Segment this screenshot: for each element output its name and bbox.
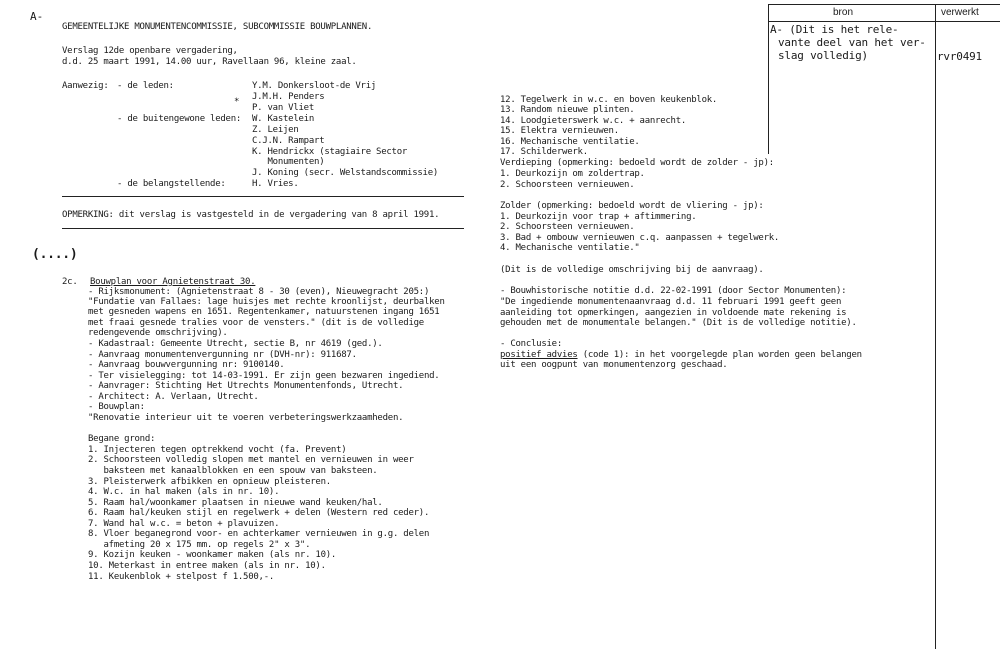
detail-line: "Fundatie van Fallaes: lage huisjes met rechte kroonlijst, deurbalken — [88, 297, 445, 307]
member-name: Monumenten) — [252, 157, 325, 167]
history-line: gehouden met de monumentale belangen." (Dit is de volledige notitie). — [500, 318, 857, 328]
table-left-border — [768, 4, 769, 154]
list-item: 5. Raam hal/woonkamer plaatsen in nieuwe wand keuken/hal. — [88, 498, 383, 508]
remark-line: OPMERKING: dit verslag is vastgesteld in de vergadering van 8 april 1991. — [62, 210, 440, 220]
item-number: 2c. — [62, 277, 78, 287]
list-item: 4. W.c. in hal maken (als in nr. 10). — [88, 487, 280, 497]
list-item: 1. Deurkozijn om zoldertrap. — [500, 169, 645, 179]
member-name: Z. Leijen — [252, 125, 299, 135]
conclusion-label: - Conclusie: — [500, 339, 563, 349]
conclusion-text: (code 1): in het voorgelegde plan worden geen belangen — [577, 350, 862, 360]
bron-header: bron — [833, 7, 854, 18]
member-name: H. Vries. — [252, 179, 299, 189]
detail-line: met fraai gesnede tralies voor de vensters." (dit is de volledige — [88, 318, 424, 328]
full-description-note: (Dit is de volledige omschrijving bij de aanvraag). — [500, 265, 764, 275]
page-marker: A- — [30, 10, 44, 23]
bron-line: slag volledig) — [778, 49, 868, 62]
list-item: 12. Tegelwerk in w.c. en boven keukenblok. — [500, 95, 718, 105]
list-item: 3. Bad + ombouw vernieuwen c.q. aanpassen + tegelwerk. — [500, 233, 780, 243]
bron-line: A- (Dit is het rele- — [770, 23, 899, 36]
list-item: 9. Kozijn keuken - woonkamer maken (als nr. 10). — [88, 550, 337, 560]
list-item: 2. Schoorsteen volledig slopen met mantel en vernieuwen in weer — [88, 455, 414, 465]
member-name: C.J.N. Rampart — [252, 136, 325, 146]
list-item: 14. Loodgieterswerk w.c. + aanrecht. — [500, 116, 687, 126]
list-item: 3. Pleisterwerk afbikken en opnieuw pleisteren. — [88, 477, 331, 487]
list-item: 2. Schoorsteen vernieuwen. — [500, 222, 635, 232]
history-line: aanleiding tot opmerkingen, aangezien in voldoende mate rekening is — [500, 308, 847, 318]
bron-line: vante deel van het ver- — [778, 36, 926, 49]
list-item: 2. Schoorsteen vernieuwen. — [500, 180, 635, 190]
omission-marker: (....) — [32, 247, 78, 262]
floor-label: Verdieping (opmerking: bedoeld wordt de zolder - jp): — [500, 158, 774, 168]
detail-line: met gesneden wapens en 1651. Regentenkamer, natuurstenen ingang 1651 — [88, 307, 440, 317]
list-item: 13. Random nieuwe plinten. — [500, 105, 635, 115]
conclusion-line-2: uit een oogpunt van monumentenzorg geschaad. — [500, 360, 728, 370]
present-label: Aanwezig: — [62, 81, 109, 91]
list-item: 16. Mechanische ventilatie. — [500, 137, 640, 147]
extra-members-label: - de buitengewone leden: — [117, 114, 242, 124]
history-label: - Bouwhistorische notitie d.d. 22-02-1991 (door Sector Monumenten): — [500, 286, 847, 296]
detail-line: - Kadastraal: Gemeente Utrecht, sectie B, nr 4619 (ged.). — [88, 339, 383, 349]
table-column-divider — [935, 4, 936, 649]
member-name: P. van Vliet — [252, 103, 315, 113]
conclusion-verdict: positief advies — [500, 350, 578, 360]
detail-line: - Rijksmonument: (Agnietenstraat 8 - 30 (even), Nieuwegracht 205:) — [88, 287, 430, 297]
table-top-border — [768, 4, 1000, 5]
list-item: baksteen met kanaalblokken en een spouw van baksteen. — [88, 466, 378, 476]
history-line: "De ingediende monumentenaanvraag d.d. 11 februari 1991 geeft geen — [500, 297, 842, 307]
list-item: 7. Wand hal w.c. = beton + plavuizen. — [88, 519, 280, 529]
divider-top — [62, 196, 464, 197]
member-name: J. Koning (secr. Welstandscommissie) — [252, 168, 439, 178]
detail-line: - Ter visielegging: tot 14-03-1991. Er zijn geen bezwaren ingediend. — [88, 371, 440, 381]
list-item: 15. Elektra vernieuwen. — [500, 126, 619, 136]
list-item: 1. Deurkozijn voor trap + aftimmering. — [500, 212, 697, 222]
detail-line: - Bouwplan: — [88, 402, 145, 412]
detail-line: "Renovatie interieur uit te voeren verbeteringswerkzaamheden. — [88, 413, 404, 423]
date-line: d.d. 25 maart 1991, 14.00 uur, Ravellaan 96, kleine zaal. — [62, 57, 357, 67]
list-item: 1. Injecteren tegen optrekkend vocht (fa. Prevent) — [88, 445, 347, 455]
attic-label: Zolder (opmerking: bedoeld wordt de vliering - jp): — [500, 201, 764, 211]
list-item: 10. Meterkast in entree maken (als in nr. 10). — [88, 561, 326, 571]
list-item: 4. Mechanische ventilatie." — [500, 243, 640, 253]
member-name: K. Hendrickx (stagiaire Sector — [252, 147, 408, 157]
list-item: afmeting 20 x 175 mm. op regels 2" x 3". — [88, 540, 311, 550]
member-name: J.M.H. Penders — [252, 92, 325, 102]
list-item: 17. Schilderwerk. — [500, 147, 588, 157]
verwerkt-code: rvr0491 — [937, 50, 982, 63]
detail-line: redengevende omschrijving). — [88, 328, 228, 338]
verwerkt-header: verwerkt — [941, 7, 979, 18]
document-title: GEMEENTELIJKE MONUMENTENCOMMISSIE, SUBCOMMISSIE BOUWPLANNEN. — [62, 22, 373, 32]
member-name: W. Kastelein — [252, 114, 315, 124]
list-item: 8. Vloer beganegrond voor- en achterkamer vernieuwen in g.g. delen — [88, 529, 430, 539]
meeting-line: Verslag 12de openbare vergadering, — [62, 46, 238, 56]
detail-line: - Aanvraag bouwvergunning nr: 9100140. — [88, 360, 285, 370]
member-name: Y.M. Donkersloot-de Vrij — [252, 81, 377, 91]
detail-line: - Aanvraag monumentenvergunning nr (DVH-nr): 911687. — [88, 350, 357, 360]
conclusion-line — [500, 350, 862, 361]
item-title: Bouwplan voor Agnietenstraat 30. — [90, 277, 256, 287]
interested-label: - de belangstellende: — [117, 179, 226, 189]
detail-line: - Aanvrager: Stichting Het Utrechts Monumentenfonds, Utrecht. — [88, 381, 404, 391]
detail-line: - Architect: A. Verlaan, Utrecht. — [88, 392, 259, 402]
members-label: - de leden: — [117, 81, 174, 91]
divider-bottom — [62, 228, 464, 229]
list-item: 6. Raam hal/keuken stijl en regelwerk + delen (Western red ceder). — [88, 508, 430, 518]
table-header-border — [768, 21, 1000, 22]
ground-floor-label: Begane grond: — [88, 434, 156, 444]
asterisk-mark: * — [234, 97, 240, 107]
list-item: 11. Keukenblok + stelpost f 1.500,-. — [88, 572, 275, 582]
